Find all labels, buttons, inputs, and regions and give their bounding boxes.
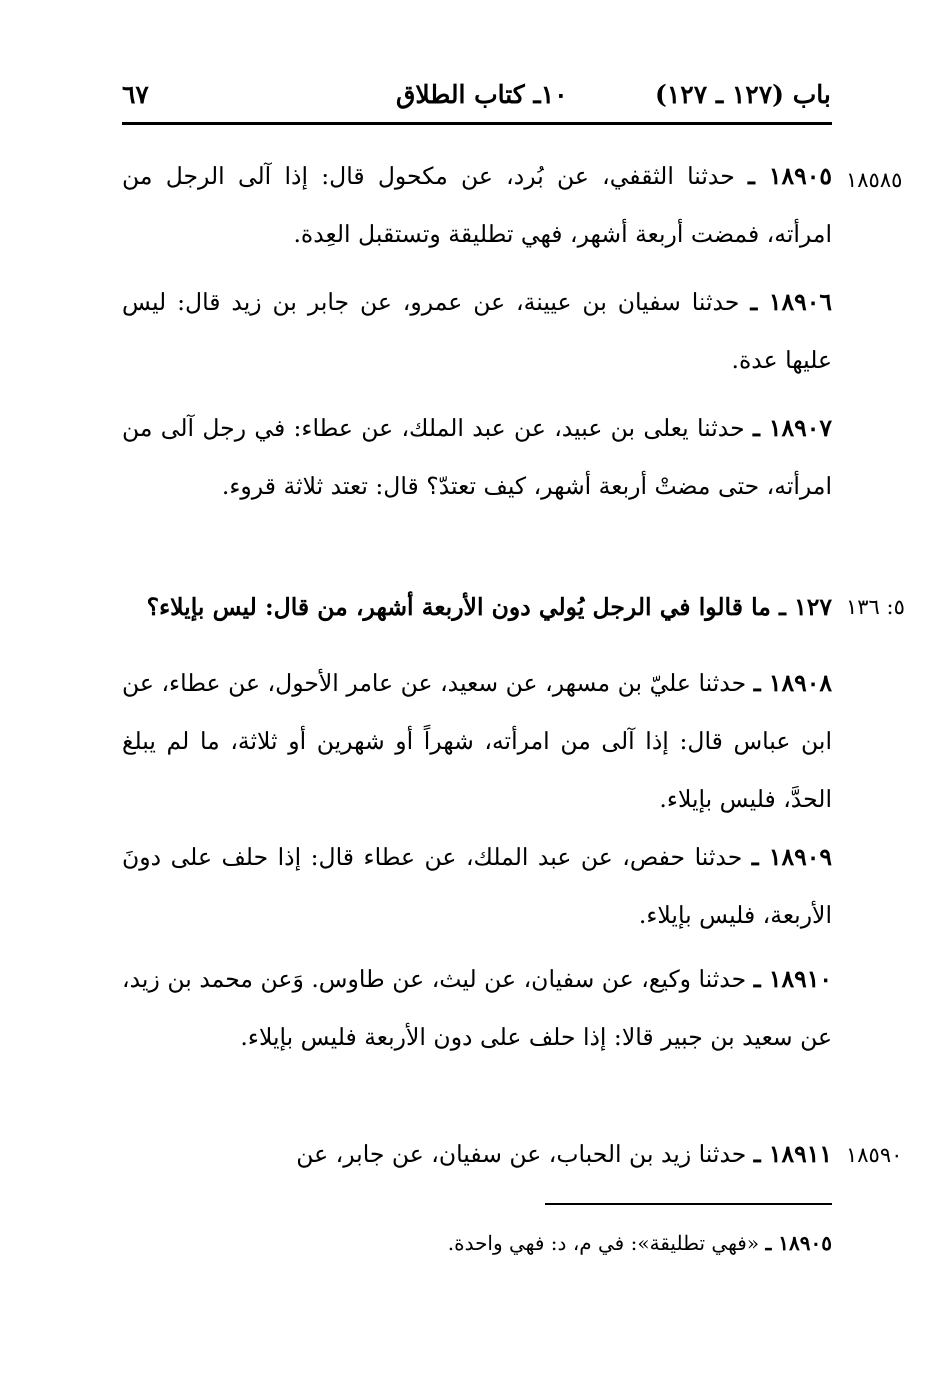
- hadith-paragraph: [122, 273, 832, 389]
- hadith-text: حدثنا سفيان بن عيينة، عن عمرو، عن جابر بن زيد قال: ليس عليها عدة.: [122, 288, 832, 374]
- chapter-heading: [122, 590, 832, 624]
- hadith-text: حدثنا وكيع، عن سفيان، عن ليث، عن طاوس. وَعن محمد بن زيد، عن سعيد بن جبير قالا: إذا حلف على دون الأربعة فليس بإيلاء.: [122, 965, 832, 1051]
- margin-note: ١٨٥٩٠: [846, 1143, 903, 1167]
- hadith-number: ١٨٩١٠ ـ: [753, 965, 832, 993]
- hadith-number: ١٨٩١١ ـ: [753, 1140, 832, 1168]
- page-number: ٦٧: [122, 80, 149, 109]
- margin-note: ٥: ١٣٦: [846, 595, 905, 619]
- hadith-number: ١٨٩٠٦ ـ: [750, 288, 832, 316]
- hadith-number: ١٨٩٠٨ ـ: [753, 669, 832, 697]
- hadith-number: ١٨٩٠٩ ـ: [751, 843, 832, 871]
- footnote-number: ١٨٩٠٥ ـ: [765, 1231, 832, 1255]
- footnote: [300, 1228, 832, 1258]
- footnote-text: «فهي تطليقة»: في م، د: فهي واحدة.: [447, 1231, 760, 1255]
- hadith-number: ١٨٩٠٧ ـ: [752, 414, 832, 442]
- margin-note: ١٨٥٨٥: [846, 168, 903, 192]
- hadith-text: حدثنا يعلى بن عبيد، عن عبد الملك، عن عطاء: في رجل آلى من امرأته، حتى مضتْ أربعة أشهر، كيف تعتدّ؟ قال: تعتد ثلاثة قروء.: [122, 414, 832, 500]
- chapter-title: ما قالوا في الرجل يُولي دون الأربعة أشهر، من قال: ليس بإيلاء؟: [146, 593, 771, 621]
- hadith-text: حدثنا حفص، عن عبد الملك، عن عطاء قال: إذا حلف على دونَ الأربعة، فليس بإيلاء.: [122, 843, 832, 929]
- header-rule: [122, 122, 832, 125]
- hadith-text: حدثنا عليّ بن مسهر، عن سعيد، عن عامر الأحول، عن عطاء، عن ابن عباس قال: إذا آلى من امرأته، شهراً أو شهرين أو ثلاثة، ما لم يبلغ الحدَّ، فليس بإيلاء.: [122, 669, 832, 813]
- book-title: ١٠ـ كتاب الطلاق: [396, 80, 568, 109]
- chapter-range: باب (١٢٧ ـ ١٢٧): [655, 80, 831, 109]
- hadith-number: ١٨٩٠٥ ـ: [748, 162, 832, 190]
- chapter-number: ١٢٧ ـ: [779, 593, 832, 621]
- footnote-rule: [545, 1203, 832, 1205]
- hadith-paragraph: [122, 828, 832, 944]
- hadith-paragraph: [122, 1125, 832, 1183]
- hadith-paragraph: [122, 654, 832, 828]
- hadith-text: حدثنا الثقفي، عن بُرد، عن مكحول قال: إذا آلى الرجل من امرأته، فمضت أربعة أشهر، فهي تطليقة وتستقبل العِدة.: [122, 162, 832, 248]
- hadith-paragraph: [122, 147, 832, 263]
- hadith-paragraph: [122, 950, 832, 1066]
- hadith-text: حدثنا زيد بن الحباب، عن سفيان، عن جابر، عن: [296, 1140, 747, 1168]
- hadith-paragraph: [122, 399, 832, 515]
